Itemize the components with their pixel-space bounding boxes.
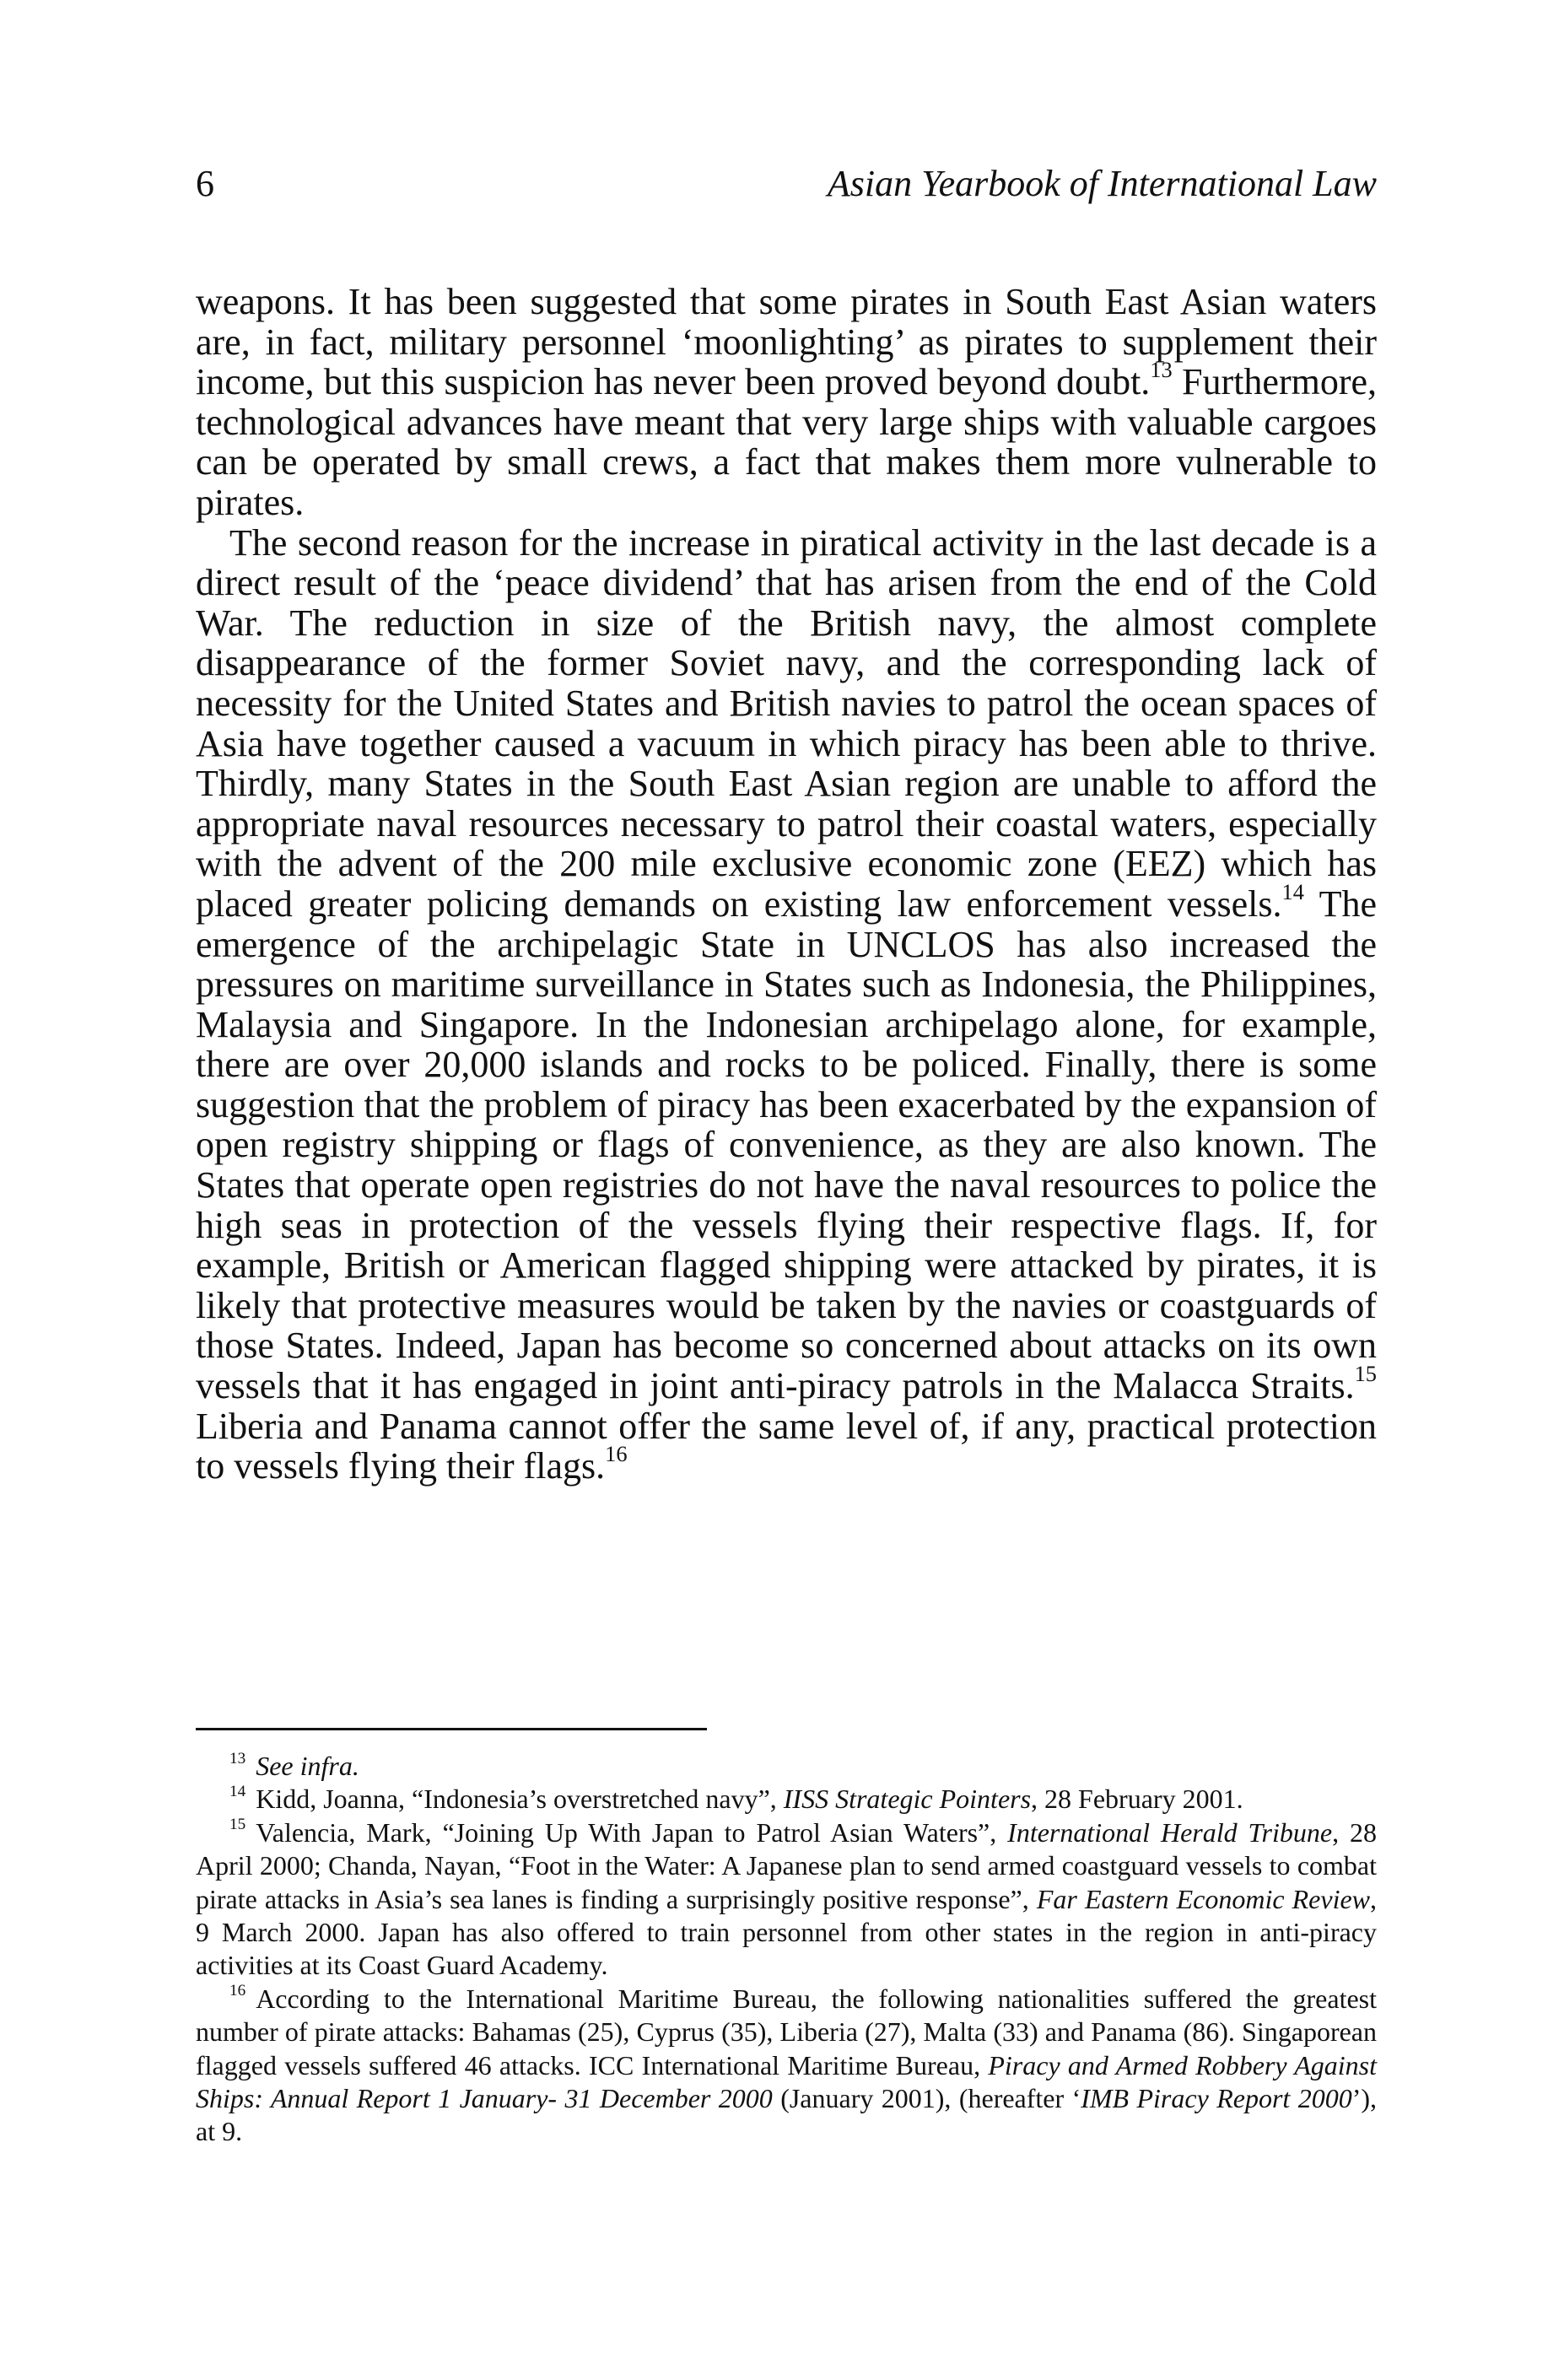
paragraph-2-text-a: The second reason for the increase in piratical activity in the last decade is a direct result of the ‘peace dividend’ that has arisen from the end of the Cold War. The reduction in size of the British navy, the almost complete disappearance of the former Soviet navy, and the corresponding lack of necessity for the United States and British navies to patrol the ocean spaces of Asia have together caused a vacuum in which piracy has been able to thrive. Thirdly, many States in the South East Asian region are unable to afford the appropriate naval resources necessary to patrol their coastal waters, especially with the advent of the 200 mile exclusive economic zone (EEZ) which has placed greater policing demands on existing law enforcement vessels. xyxy=(196,521,1377,925)
paragraph-1-text-b: Furthermore, technological advances have meant that very large ships with valuable cargoes can be operated by small crews, a fact that makes them more vulnerable to pirates. xyxy=(196,361,1378,523)
paragraph-2-text-b: The emergence of the archipelagic State in UNCLOS has also increased the pressures on maritime surveillance in States such as Indonesia, the Philippines, Malaysia and Singapore. In the Indonesian archipelago alone, for example, there are over 20,000 islands and rocks to be policed. Finally, there is some suggestion that the problem of piracy has been exacerbated by the expansion of open registry shipping or flags of convenience, as they are also known. The States that operate open registries do not have the naval resources to police the high seas in protection of the vessels flying their respective flags. If, for example, British or American flagged shipping were attacked by pirates, it is likely that protective measures would be taken by the navies or coastguards of those States. Indeed, Japan has become so concerned about attacks on its own vessels that it has engaged in joint anti-piracy patrols in the Malacca Straits. xyxy=(196,882,1377,1407)
footnote-14 xyxy=(196,1783,1377,1816)
footnote-number: 13 xyxy=(229,1749,246,1767)
footnote-number: 14 xyxy=(229,1783,246,1801)
footnote-14-text-b: , 28 February 2001. xyxy=(1031,1784,1243,1815)
footnote-15-text-a: Valencia, Mark, “Joining Up With Japan to Patrol Asian Waters”, xyxy=(256,1816,1008,1848)
footnote-15-italic-2: Far Eastern Economic Review xyxy=(1036,1883,1371,1914)
running-title: Asian Yearbook of International Law xyxy=(827,163,1377,204)
footnote-16-italic-1: Piracy and Armed Robbery Against Ships: Annual Report 1 January- 31 December 2000 xyxy=(196,2049,1378,2114)
footnote-15-italic-1: International Herald Tribune xyxy=(1007,1816,1333,1848)
footnote-14-italic: IISS Strategic Pointers xyxy=(783,1784,1032,1815)
footnote-15-text-b: , 28 April 2000; Chanda, Nayan, “Foot in the Water: A Japanese plan to send armed coastguard vessels to combat pirate attacks in Asia’s sea lanes is finding a surprisingly positive response”, xyxy=(196,1816,1378,1914)
footnote-15-text-c: , 9 March 2000. Japan has also offered to train personnel from other states in the region in anti-piracy activities at its Coast Guard Academy. xyxy=(196,1883,1378,1981)
footnote-16-text-b: (January 2001), (hereafter ‘ xyxy=(772,2083,1081,2114)
footnote-number: 15 xyxy=(229,1816,246,1834)
footnote-16 xyxy=(196,1983,1377,2149)
footnote-ref-14: 14 xyxy=(1281,879,1304,905)
footnote-13 xyxy=(196,1750,1377,1783)
page-header xyxy=(196,159,1377,209)
footnote-ref-15: 15 xyxy=(1354,1361,1377,1387)
footnote-separator-rule xyxy=(196,1728,707,1730)
footnote-ref-13: 13 xyxy=(1150,357,1173,383)
footnote-ref-16: 16 xyxy=(605,1441,628,1467)
paragraph-2-text-c: Liberia and Panama cannot offer the same level of, if any, practical protection to vessels flying their flags. xyxy=(196,1405,1377,1487)
footnote-16-text-c: ’), at 9. xyxy=(196,2083,1378,2147)
footnotes xyxy=(196,1750,1377,2149)
footnote-14-text-a: Kidd, Joanna, “Indonesia’s overstretched navy”, xyxy=(256,1784,784,1815)
paragraph-1 xyxy=(196,282,1377,523)
footnote-16-italic-2: IMB Piracy Report 2000 xyxy=(1081,2083,1352,2114)
footnote-13-text: See infra. xyxy=(256,1751,359,1781)
footnote-15 xyxy=(196,1816,1377,1983)
footnote-16-text-a: According to the International Maritime Bureau, the following nationalities suffered the greatest number of pirate attacks: Bahamas (25), Cyprus (35), Liberia (27), Malta (33) and Panama (86). Singaporean flagged vessels suffered 46 attacks. ICC International Maritime Bureau, xyxy=(196,1983,1377,2080)
footnote-number: 16 xyxy=(229,1982,246,2000)
paragraph-2 xyxy=(196,523,1377,1487)
paragraph-1-text-a: weapons. It has been suggested that some pirates in South East Asian waters are, in fact, military personnel ‘moonlighting’ as pirates to supplement their income, but this suspicion has never been proved beyond doubt. xyxy=(196,281,1377,403)
body-text xyxy=(196,282,1377,1487)
page-number: 6 xyxy=(196,163,214,204)
